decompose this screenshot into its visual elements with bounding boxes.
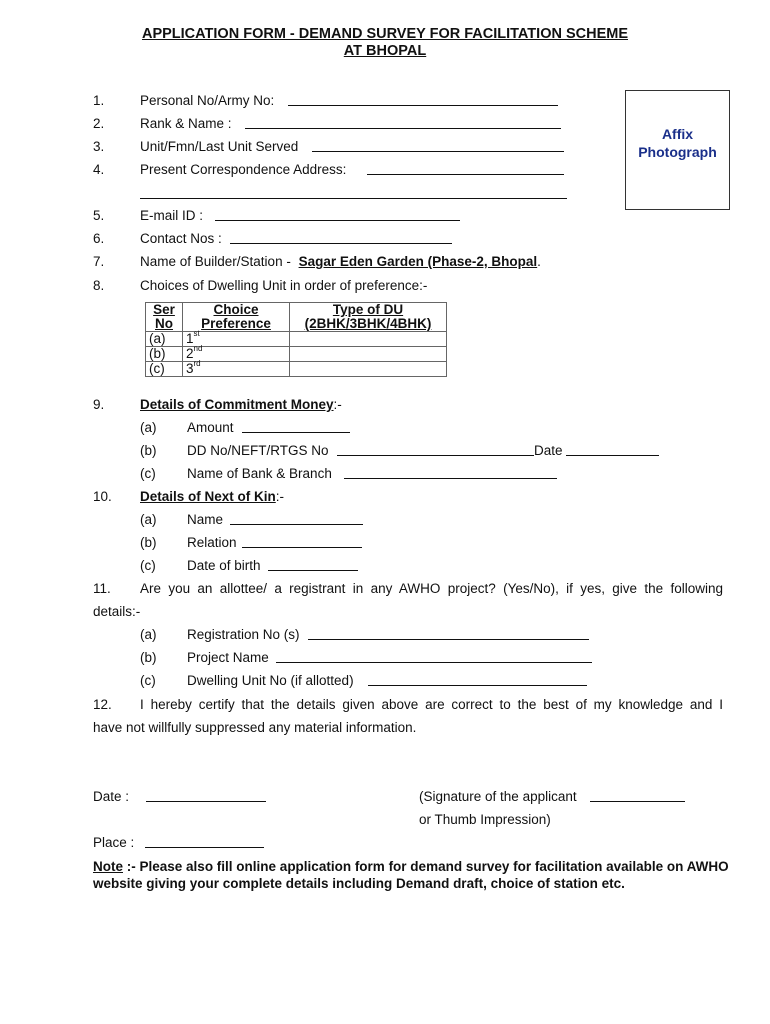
item-number: 12. [93, 697, 112, 712]
personal-no-label: Personal No/Army No: [140, 93, 275, 108]
dd-date-label: Date [534, 443, 563, 458]
sub-item-marker: (c) [140, 466, 156, 481]
signature-label: (Signature of the applicant [419, 789, 577, 804]
table-row [146, 332, 447, 347]
form-title-line2: AT BHOPAL [343, 43, 427, 59]
item-number: 2. [93, 116, 105, 131]
bank-branch-label: Name of Bank & Branch [187, 466, 332, 481]
ser-cell: (a) [146, 332, 183, 347]
contact-label: Contact Nos : [140, 231, 222, 246]
table-row [146, 362, 447, 377]
table-row [146, 347, 447, 362]
dwelling-unit-no-field[interactable] [368, 673, 587, 686]
amount-field[interactable] [242, 420, 350, 433]
certification-text-cont: have not willfully suppressed any material information. [93, 720, 417, 735]
kin-relation-field[interactable] [242, 535, 362, 548]
item-number: 5. [93, 208, 105, 223]
choice-cell: 1st [183, 332, 290, 347]
photo-label-line1: Affix [661, 126, 694, 142]
item-number: 8. [93, 278, 105, 293]
bank-branch-field[interactable] [344, 466, 557, 479]
date-label: Date : [93, 789, 130, 804]
sub-item-marker: (b) [140, 535, 157, 550]
type-of-du-header: Type of DU (2BHK/3BHK/4BHK) [290, 303, 447, 332]
ser-no-header: Ser No [146, 303, 183, 332]
choice-cell: 2nd [183, 347, 290, 362]
item-number: 6. [93, 231, 105, 246]
amount-label: Amount [187, 420, 234, 435]
note-paragraph [93, 858, 733, 892]
address-field-line2[interactable] [140, 186, 567, 199]
email-label: E-mail ID : [140, 208, 204, 223]
photo-label-line2: Photograph [638, 144, 717, 160]
builder-station-value: Sagar Eden Garden (Phase-2, Bhopal [298, 254, 538, 269]
project-name-field[interactable] [276, 650, 592, 663]
rank-name-field[interactable] [245, 116, 561, 129]
kin-dob-field[interactable] [268, 558, 358, 571]
contact-field[interactable] [230, 231, 452, 244]
next-of-kin-heading: Details of Next of Kin [140, 489, 276, 504]
item-number: 4. [93, 162, 105, 177]
place-field[interactable] [145, 835, 264, 848]
dwelling-unit-table [145, 302, 447, 377]
item-number: 7. [93, 254, 105, 269]
table-header-row [146, 303, 447, 332]
address-label: Present Correspondence Address: [140, 162, 347, 177]
certification-text: I hereby certify that the details given above are correct to the best of my knowledge and I [140, 697, 723, 712]
sub-item-marker: (b) [140, 650, 157, 665]
allottee-question: Are you an allottee/ a registrant in any AWHO project? (Yes/No), if yes, give the following [140, 581, 723, 596]
project-name-label: Project Name [187, 650, 269, 665]
choice-preference-header: Choice Preference [183, 303, 290, 332]
type-du-input-cell[interactable] [290, 362, 447, 377]
rank-name-label: Rank & Name : [140, 116, 232, 131]
sub-item-marker: (a) [140, 627, 157, 642]
application-form-page: APPLICATION FORM - DEMAND SURVEY FOR FACILITATION SCHEME AT BHOPAL Affix Photograph 1. Personal No/Army No: 2. Rank & Name : 3. Unit/Fmn/Last Unit Served 4. Present Correspondence Address: 5. E-mail ID : 6. Contact Nos : 7. Name of Builder/Station - Sagar Eden Garden (Phase-2, Bhopal. 8. Choices of Dwelling Unit in order of preference:- Ser No Choice Preference Type of DU (2BHK/3BHK/4BHK) (a) 1st (b) 2nd (c) 3rd 9. Details of Commitment Money:- (a) Amount (b) DD No/NEFT/RTGS No Date (c) Name of Bank & Branch 10. Details of Next of Kin:- (a) Name (b) Relation (c) Date of birth 11. Are you an allottee/ a registrant in any AWHO project? (Yes/No), if yes, give the following details:- (a) Registration No (s) (b) Project Name (c) Dwelling Unit No (if allotted) 12. I hereby certify that the details given above are correct to the best of my knowledge and I have not willfully suppressed any material information. Date : (Signature of the applicant or Thumb Impression) Place : Note :- Please also fill online application form for demand survey for facilitation available on AWHO website giving your complete details including Demand draft, choice of station etc. [0, 0, 770, 1024]
item-number: 10. [93, 489, 112, 504]
dd-date-field[interactable] [566, 443, 659, 456]
sub-item-marker: (a) [140, 512, 157, 527]
affix-photograph-box[interactable] [625, 90, 730, 210]
note-label: Note [93, 859, 123, 874]
item-number: 9. [93, 397, 105, 412]
sub-item-marker: (c) [140, 558, 156, 573]
kin-dob-label: Date of birth [187, 558, 261, 573]
email-field[interactable] [215, 208, 460, 221]
sub-item-marker: (a) [140, 420, 157, 435]
unit-served-field[interactable] [312, 139, 564, 152]
kin-name-label: Name [187, 512, 224, 527]
item-number: 11. [93, 581, 111, 596]
place-label: Place : [93, 835, 135, 850]
date-field[interactable] [146, 789, 266, 802]
item-number: 3. [93, 139, 105, 154]
builder-station-period: . [537, 254, 541, 269]
builder-station-label: Name of Builder/Station - [140, 254, 291, 269]
kin-relation-label: Relation [187, 535, 237, 550]
thumb-impression-label: or Thumb Impression) [419, 812, 551, 827]
dwelling-unit-no-label: Dwelling Unit No (if allotted) [187, 673, 354, 688]
form-title-line1: APPLICATION FORM - DEMAND SURVEY FOR FACILITATION SCHEME [141, 26, 629, 42]
allottee-question-cont: details:- [93, 604, 141, 619]
registration-no-label: Registration No (s) [187, 627, 300, 642]
ser-cell: (c) [146, 362, 183, 377]
signature-field[interactable] [590, 789, 685, 802]
type-du-input-cell[interactable] [290, 332, 447, 347]
ser-cell: (b) [146, 347, 183, 362]
note-text: :- Please also fill online application form for demand survey for facilitation available on AWHO website giving your complete details including Demand draft, choice of station etc. [93, 859, 729, 891]
choice-cell: 3rd [183, 362, 290, 377]
dwelling-choice-label: Choices of Dwelling Unit in order of preference:- [140, 278, 428, 293]
registration-no-field[interactable] [308, 627, 589, 640]
personal-no-field[interactable] [288, 93, 558, 106]
type-du-input-cell[interactable] [290, 347, 447, 362]
item-number: 1. [93, 93, 105, 108]
sub-item-marker: (c) [140, 673, 156, 688]
dd-no-field[interactable] [337, 443, 534, 456]
sub-item-marker: (b) [140, 443, 157, 458]
unit-served-label: Unit/Fmn/Last Unit Served [140, 139, 299, 154]
dd-no-label: DD No/NEFT/RTGS No [187, 443, 329, 458]
kin-name-field[interactable] [230, 512, 363, 525]
commitment-heading: Details of Commitment Money [140, 397, 334, 412]
address-field-line1[interactable] [367, 162, 564, 175]
